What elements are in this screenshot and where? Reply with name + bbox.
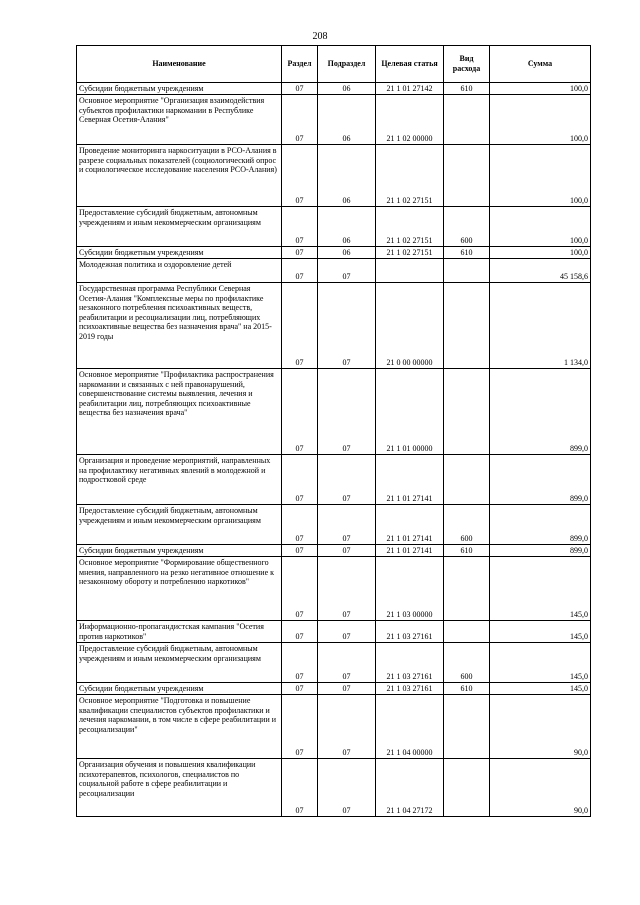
- table-cell-podrazdel: 07: [318, 369, 376, 455]
- table-cell-vid: [444, 455, 490, 505]
- table-cell-name: Предоставление субсидий бюджетным, автономным учреждениям и иным некоммерческим организациям: [77, 207, 282, 247]
- table-cell-statya: 21 1 02 00000: [376, 95, 444, 145]
- table-cell-statya: 21 1 01 27141: [376, 455, 444, 505]
- table-cell-statya: 21 1 02 27151: [376, 145, 444, 207]
- table-cell-vid: [444, 145, 490, 207]
- table-cell-summa: 90,0: [490, 759, 591, 817]
- table-row: [77, 207, 591, 247]
- table-cell-statya: 21 1 02 27151: [376, 207, 444, 247]
- table-cell-vid: 600: [444, 643, 490, 683]
- table-cell-razdel: 07: [282, 759, 318, 817]
- table-cell-vid: [444, 759, 490, 817]
- table-cell-podrazdel: 06: [318, 145, 376, 207]
- table-cell-podrazdel: 07: [318, 455, 376, 505]
- table-cell-podrazdel: 07: [318, 557, 376, 621]
- table-cell-statya: 21 0 00 00000: [376, 283, 444, 369]
- table-cell-statya: 21 1 04 27172: [376, 759, 444, 817]
- table-cell-razdel: 07: [282, 369, 318, 455]
- table-cell-podrazdel: 06: [318, 95, 376, 145]
- table-cell-summa: 100,0: [490, 145, 591, 207]
- table-cell-razdel: 07: [282, 695, 318, 759]
- table-cell-razdel: 07: [282, 545, 318, 557]
- table-row: [77, 369, 591, 455]
- table-cell-podrazdel: 07: [318, 683, 376, 695]
- table-cell-vid: [444, 695, 490, 759]
- table-cell-statya: 21 1 03 27161: [376, 643, 444, 683]
- table-row: [77, 557, 591, 621]
- table-cell-name: Предоставление субсидий бюджетным, автономным учреждениям и иным некоммерческим организациям: [77, 643, 282, 683]
- table-cell-name: Субсидии бюджетным учреждениям: [77, 545, 282, 557]
- table-cell-podrazdel: 07: [318, 621, 376, 643]
- table-cell-vid: 610: [444, 247, 490, 259]
- table-cell-name: Информационно-пропагандистская кампания "Осетия против наркотиков": [77, 621, 282, 643]
- table-cell-podrazdel: 06: [318, 207, 376, 247]
- table-row: [77, 683, 591, 695]
- table-cell-razdel: 07: [282, 683, 318, 695]
- table-row: [77, 283, 591, 369]
- table-cell-summa: 899,0: [490, 455, 591, 505]
- table-cell-vid: 600: [444, 207, 490, 247]
- table-cell-statya: 21 1 01 27142: [376, 83, 444, 95]
- table-cell-statya: [376, 259, 444, 283]
- table-row: [77, 505, 591, 545]
- table-cell-podrazdel: 07: [318, 283, 376, 369]
- table-cell-vid: 610: [444, 83, 490, 95]
- table-cell-razdel: 07: [282, 557, 318, 621]
- table-cell-vid: [444, 259, 490, 283]
- table-cell-summa: 145,0: [490, 643, 591, 683]
- page-number: 208: [312, 31, 328, 42]
- table-cell-statya: 21 1 01 27141: [376, 545, 444, 557]
- table-cell-summa: 100,0: [490, 83, 591, 95]
- table-cell-razdel: 07: [282, 207, 318, 247]
- table-row: [77, 247, 591, 259]
- table-cell-name: Субсидии бюджетным учреждениям: [77, 683, 282, 695]
- table-cell-summa: 100,0: [490, 95, 591, 145]
- table-cell-razdel: 07: [282, 247, 318, 259]
- table-cell-name: Основное мероприятие "Организация взаимодействия субъектов профилактики наркомании в Республике Северная Осетия-Алания": [77, 95, 282, 145]
- table-cell-summa: 100,0: [490, 207, 591, 247]
- table-row: [77, 759, 591, 817]
- table-cell-podrazdel: 07: [318, 545, 376, 557]
- table-cell-razdel: 07: [282, 83, 318, 95]
- table-cell-statya: 21 1 03 00000: [376, 557, 444, 621]
- budget-table: [76, 45, 591, 817]
- table-body: [77, 83, 591, 817]
- header-name: Наименование: [77, 46, 282, 83]
- table-cell-name: Основное мероприятие "Профилактика распространения наркомании и связанных с ней правонарушений, совершенствование системы выявления, лечения и реабилитации лиц, потребляющих психоактивные вещества без назначения врача": [77, 369, 282, 455]
- table-cell-name: Предоставление субсидий бюджетным, автономным учреждениям и иным некоммерческим организациям: [77, 505, 282, 545]
- table-cell-podrazdel: 07: [318, 505, 376, 545]
- table-cell-razdel: 07: [282, 643, 318, 683]
- table-header-row: [77, 46, 591, 83]
- table-cell-name: Основное мероприятие "Формирование общественного мнения, направленного на резко негативное отношение к незаконному обороту и потреблению наркотиков": [77, 557, 282, 621]
- table-cell-summa: 145,0: [490, 557, 591, 621]
- table-cell-podrazdel: 06: [318, 83, 376, 95]
- table-row: [77, 455, 591, 505]
- table-cell-summa: 90,0: [490, 695, 591, 759]
- table-cell-name: Организация обучения и повышения квалификации психотерапевтов, психологов, специалистов по социальной работе в сфере реабилитации и ресоциализации: [77, 759, 282, 817]
- table-cell-vid: 610: [444, 545, 490, 557]
- table-row: [77, 695, 591, 759]
- table-cell-razdel: 07: [282, 505, 318, 545]
- table-cell-summa: 145,0: [490, 683, 591, 695]
- table-cell-summa: 45 158,6: [490, 259, 591, 283]
- table-cell-vid: 600: [444, 505, 490, 545]
- table-cell-statya: 21 1 04 00000: [376, 695, 444, 759]
- header-statya: Целевая статья: [376, 46, 444, 83]
- table-cell-razdel: 07: [282, 95, 318, 145]
- table-cell-vid: 610: [444, 683, 490, 695]
- table-cell-summa: 1 134,0: [490, 283, 591, 369]
- table-cell-name: Субсидии бюджетным учреждениям: [77, 247, 282, 259]
- table-cell-podrazdel: 07: [318, 259, 376, 283]
- table-cell-summa: 899,0: [490, 369, 591, 455]
- table-cell-name: Проведение мониторинга наркоситуации в РСО-Алания в разрезе социальных показателей (социологический опрос и социологическое исследование населения РСО-Алания): [77, 145, 282, 207]
- table-row: [77, 545, 591, 557]
- table-cell-razdel: 07: [282, 145, 318, 207]
- table-cell-vid: [444, 95, 490, 145]
- table-cell-summa: 899,0: [490, 505, 591, 545]
- table-cell-vid: [444, 557, 490, 621]
- table-cell-name: Основное мероприятие "Подготовка и повышение квалификации специалистов субъектов профилактики и лечения наркомании, в том числе в сфере реабилитации и ресоциализации": [77, 695, 282, 759]
- table-cell-podrazdel: 07: [318, 643, 376, 683]
- table-cell-name: Государственная программа Республики Северная Осетия-Алания "Комплексные меры по профилактике незаконного потребления психоактивных веществ, реабилитации и ресоциализации лиц, потребляющих психоактивные вещества без назначения врача" на 2015-2019 годы: [77, 283, 282, 369]
- table-cell-name: Организация и проведение мероприятий, направленных на профилактику негативных явлений в молодежной и подростковой среде: [77, 455, 282, 505]
- table-cell-statya: 21 1 02 27151: [376, 247, 444, 259]
- table-cell-statya: 21 1 03 27161: [376, 621, 444, 643]
- table-cell-razdel: 07: [282, 283, 318, 369]
- table-cell-summa: 100,0: [490, 247, 591, 259]
- header-vid: Вид расхода: [444, 46, 490, 83]
- table-row: [77, 83, 591, 95]
- table-row: [77, 259, 591, 283]
- table-cell-razdel: 07: [282, 259, 318, 283]
- table-cell-vid: [444, 621, 490, 643]
- header-podrazdel: Подраздел: [318, 46, 376, 83]
- table-cell-name: Молодежная политика и оздоровление детей: [77, 259, 282, 283]
- header-summa: Сумма: [490, 46, 591, 83]
- table-cell-statya: 21 1 03 27161: [376, 683, 444, 695]
- table-cell-podrazdel: 07: [318, 759, 376, 817]
- table-cell-vid: [444, 283, 490, 369]
- table-cell-vid: [444, 369, 490, 455]
- header-razdel: Раздел: [282, 46, 318, 83]
- table-row: [77, 643, 591, 683]
- table-cell-razdel: 07: [282, 621, 318, 643]
- table-cell-razdel: 07: [282, 455, 318, 505]
- table-row: [77, 95, 591, 145]
- table-cell-podrazdel: 06: [318, 247, 376, 259]
- table-cell-statya: 21 1 01 27141: [376, 505, 444, 545]
- table-row: [77, 145, 591, 207]
- table-row: [77, 621, 591, 643]
- table-cell-summa: 145,0: [490, 621, 591, 643]
- table-cell-statya: 21 1 01 00000: [376, 369, 444, 455]
- table-cell-podrazdel: 07: [318, 695, 376, 759]
- table-cell-summa: 899,0: [490, 545, 591, 557]
- table-cell-name: Субсидии бюджетным учреждениям: [77, 83, 282, 95]
